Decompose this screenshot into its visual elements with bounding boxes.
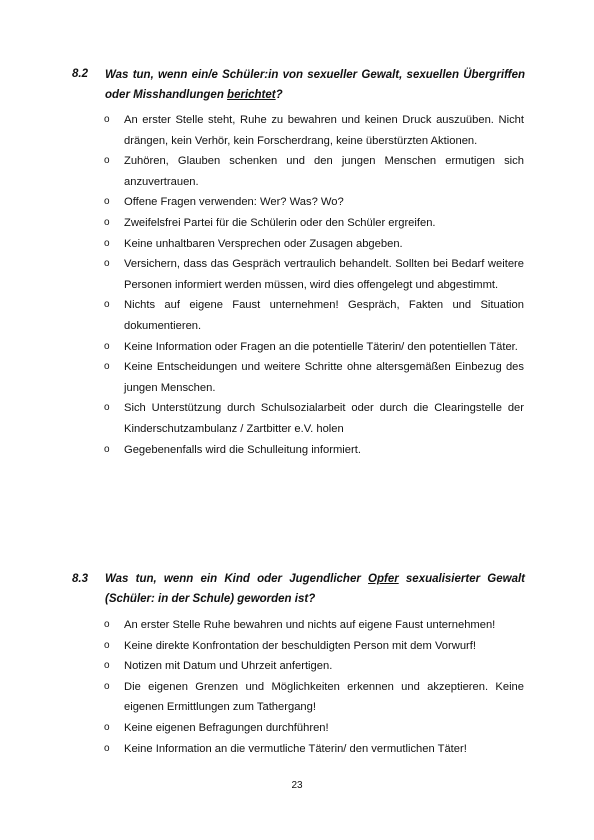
- list-item-text: Zweifelsfrei Partei für die Schülerin oder den Schüler ergreifen.: [124, 216, 436, 229]
- bullet-marker: o: [104, 258, 110, 270]
- bullet-marker: o: [104, 402, 110, 414]
- list-item: [0, 636, 594, 657]
- heading-underlined-word: berichtet: [227, 89, 276, 101]
- list-item-text: Nichts auf eigene Faust unternehmen! Gespräch, Fakten und Situation dokumentieren.: [124, 299, 524, 332]
- list-item-text: Keine Entscheidungen und weitere Schritte ohne altersgemäßen Einbezug des jungen Menschen.: [124, 361, 524, 394]
- bullet-marker: o: [104, 237, 110, 249]
- bullet-marker: o: [104, 660, 110, 672]
- list-item: [0, 337, 594, 358]
- heading-text-end: sexualisierter Gewalt (Schüler: in der Schule) geworden ist?: [105, 573, 525, 605]
- bullet-marker: o: [104, 680, 110, 692]
- bullet-marker: o: [104, 361, 110, 373]
- list-item-text: Keine Information oder Fragen an die potentielle Täterin/ den potentiellen Täter.: [124, 340, 518, 353]
- list-item: [0, 110, 594, 151]
- list-item-text: Die eigenen Grenzen und Möglichkeiten erkennen und akzeptieren. Keine eigenen Ermittlungen zum Tathergang!: [124, 680, 524, 714]
- list-item: [0, 398, 594, 439]
- bullet-marker: o: [104, 155, 110, 167]
- list-item-text: Notizen mit Datum und Uhrzeit anfertigen.: [124, 660, 333, 673]
- bullet-marker: o: [104, 216, 110, 228]
- list-item: [0, 254, 594, 295]
- list-item-text: Keine Information an die vermutliche Täterin/ den vermutlichen Täter!: [124, 742, 467, 755]
- list-item: [0, 213, 594, 234]
- section-heading: [105, 65, 525, 105]
- list-item: [0, 151, 594, 192]
- list-item-text: Keine direkte Konfrontation der beschuldigten Person mit dem Vorwurf!: [124, 639, 476, 652]
- heading-text-end: ?: [275, 89, 283, 101]
- list-item-text: An erster Stelle steht, Ruhe zu bewahren und keinen Druck auszuüben. Nicht drängen, kein Verhör, kein Forscherdrang, keine überstürzten Aktionen.: [124, 114, 524, 147]
- bullet-marker: o: [104, 114, 110, 125]
- list-item-text: Offene Fragen verwenden: Wer? Was? Wo?: [124, 196, 344, 209]
- bullet-marker: o: [104, 619, 110, 630]
- list-item-text: Versichern, dass das Gespräch vertraulich behandelt. Sollten bei Bedarf weitere Personen informiert werden müssen, wird dies offengelegt und abgestimmt.: [124, 258, 524, 291]
- bullet-marker: o: [104, 340, 110, 352]
- bullet-marker: o: [104, 639, 110, 651]
- list-item: [0, 739, 594, 760]
- list-item-text: Sich Unterstützung durch Schulsozialarbeit oder durch die Clearingstelle der Kinderschutzambulanz / Zartbitter e.V. holen: [124, 402, 524, 435]
- bullet-marker: o: [104, 196, 110, 208]
- bullet-list: [0, 110, 594, 460]
- list-item: [0, 234, 594, 255]
- section-number: 8.3: [72, 573, 88, 585]
- list-item: [0, 615, 594, 636]
- list-item: [0, 192, 594, 213]
- bullet-marker: o: [104, 299, 110, 311]
- section-heading: [105, 569, 525, 609]
- bullet-marker: o: [104, 443, 110, 455]
- list-item: [0, 656, 594, 677]
- list-item-text: Gegebenenfalls wird die Schulleitung informiert.: [124, 443, 361, 456]
- heading-text: Was tun, wenn ein/e Schüler:in von sexueller Gewalt, sexuellen Übergriffen oder Misshandlungen: [105, 69, 525, 101]
- heading-underlined-word: Opfer: [368, 573, 399, 585]
- bullet-marker: o: [104, 742, 110, 754]
- list-item: [0, 357, 594, 398]
- list-item: [0, 677, 594, 718]
- list-item-text: An erster Stelle Ruhe bewahren und nichts auf eigene Faust unternehmen!: [124, 619, 496, 631]
- list-item: [0, 718, 594, 739]
- list-item-text: Zuhören, Glauben schenken und den jungen Menschen ermutigen sich anzuvertrauen.: [124, 155, 524, 188]
- list-item: [0, 440, 594, 461]
- heading-text: Was tun, wenn ein Kind oder Jugendlicher: [105, 573, 369, 585]
- bullet-list: [0, 615, 594, 759]
- bullet-marker: o: [104, 721, 110, 733]
- page-number: 23: [291, 780, 303, 791]
- section-number: 8.2: [72, 68, 88, 80]
- list-item-text: Keine unhaltbaren Versprechen oder Zusagen abgeben.: [124, 237, 403, 250]
- list-item: [0, 295, 594, 336]
- list-item-text: Keine eigenen Befragungen durchführen!: [124, 721, 329, 734]
